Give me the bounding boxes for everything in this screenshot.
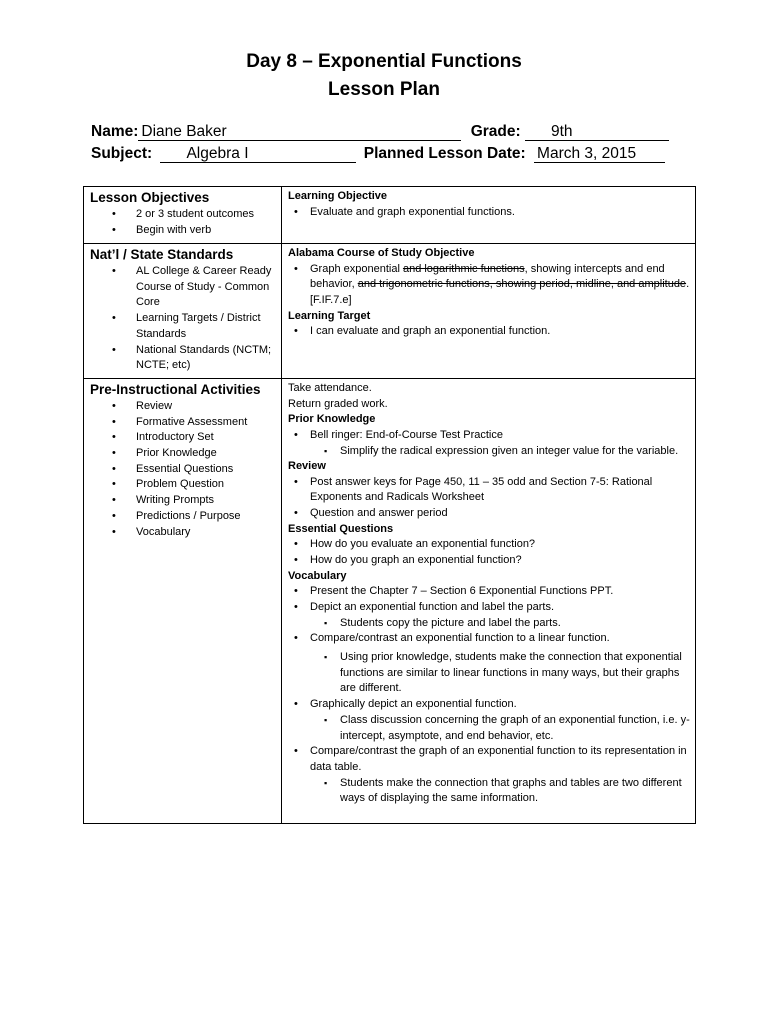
list-item: • Predictions / Purpose — [90, 509, 276, 525]
list-item: ▪ Simplify the radical expression given an integer value for the variable. — [288, 444, 690, 460]
date-value: March 3, 2015 — [534, 145, 665, 163]
list-item: • Formative Assessment — [90, 415, 276, 431]
name-label: Name: — [91, 123, 139, 140]
vocabulary-sublist-4 — [288, 713, 690, 744]
lesson-plan-table — [83, 186, 696, 824]
essential-questions-list — [288, 537, 690, 568]
essential-questions-heading: Essential Questions — [288, 522, 394, 535]
review-heading: Review — [288, 460, 326, 473]
list-item: • Question and answer period — [288, 506, 690, 522]
list-item: • Post answer keys for Page 450, 11 – 35 odd and Section 7-5: Rational Exponents and Radicals Worksheet — [288, 475, 690, 506]
learning-objective-heading: Learning Objective — [288, 190, 388, 202]
vocabulary-sublist-5 — [288, 776, 690, 807]
cell-course-objective — [282, 244, 696, 379]
list-item: • Introductory Set — [90, 430, 276, 446]
grade-value: 9th — [525, 123, 669, 141]
list-item: • Graphically depict an exponential function. — [288, 697, 690, 713]
document-title: Day 8 – Exponential Functions — [246, 51, 522, 72]
course-objective-heading: Alabama Course of Study Objective — [288, 247, 475, 259]
prior-knowledge-sublist — [288, 444, 690, 460]
subject-value: Algebra I — [160, 145, 356, 163]
list-item: • Evaluate and graph exponential functions. — [288, 205, 690, 221]
list-item: • Present the Chapter 7 – Section 6 Exponential Functions PPT. — [288, 584, 690, 600]
list-item: • Review — [90, 399, 276, 415]
lesson-objectives-list — [90, 207, 276, 238]
list-item: • Compare/contrast an exponential function to a linear function. — [288, 631, 690, 647]
list-item: • Learning Targets / District Standards — [90, 311, 276, 342]
pre-instructional-heading: Pre-Instructional Activities — [90, 381, 261, 397]
list-item: ▪ Using prior knowledge, students make the connection that exponential functions are similar to linear functions in many ways, but their graphs are different. — [288, 650, 690, 697]
list-item: • How do you evaluate an exponential function? — [288, 537, 690, 553]
list-item: • I can evaluate and graph an exponential function. — [288, 324, 690, 340]
vocabulary-sublist-2 — [288, 616, 690, 632]
header-line-name-grade — [91, 122, 669, 142]
vocabulary-sublist-3 — [288, 650, 690, 697]
review-list — [288, 475, 690, 522]
lesson-objectives-heading: Lesson Objectives — [90, 190, 210, 205]
list-item: • Problem Question — [90, 477, 276, 493]
vocabulary-heading: Vocabulary — [288, 569, 347, 582]
vocabulary-list-3 — [288, 631, 690, 647]
name-value: Diane Baker — [138, 123, 461, 141]
attendance-line: Take attendance. — [288, 381, 372, 394]
list-item: • How do you graph an exponential function? — [288, 553, 690, 569]
list-item: ▪ Students copy the picture and label the parts. — [288, 616, 690, 632]
list-item: ▪ Class discussion concerning the graph of an exponential function, i.e. y-intercept, asymptote, and end behavior, etc. — [288, 713, 690, 744]
list-item: • Writing Prompts — [90, 493, 276, 509]
list-item: • Compare/contrast the graph of an exponential function to its representation in data table. — [288, 744, 690, 775]
vocabulary-list-1 — [288, 584, 690, 615]
cell-pre-instructional — [84, 378, 282, 823]
learning-target-list — [288, 324, 690, 340]
cell-lesson-objectives — [84, 187, 282, 244]
vocabulary-list-4 — [288, 697, 690, 713]
cell-learning-objective — [282, 187, 696, 244]
document-subtitle: Lesson Plan — [328, 79, 440, 100]
cell-activities-detail — [282, 378, 696, 823]
list-item: • AL College & Career Ready Course of Study - Common Core — [90, 264, 276, 311]
list-item: • Bell ringer: End-of-Course Test Practice — [288, 428, 690, 444]
row-activities — [84, 378, 696, 823]
learning-objective-list — [288, 205, 690, 221]
list-item: • Prior Knowledge — [90, 446, 276, 462]
list-item: • Depict an exponential function and label the parts. — [288, 600, 690, 616]
list-item: • Begin with verb — [90, 223, 276, 239]
prior-knowledge-list — [288, 428, 690, 444]
standards-list — [90, 264, 276, 374]
subject-label: Subject: — [91, 145, 153, 162]
list-item: • 2 or 3 student outcomes — [90, 207, 276, 223]
list-item: • Essential Questions — [90, 462, 276, 478]
standards-heading: Nat’l / State Standards — [90, 247, 234, 262]
cell-standards — [84, 244, 282, 379]
pre-instructional-list — [90, 399, 276, 540]
list-item: ▪ Students make the connection that graphs and tables are two different ways of displaying the same information. — [288, 776, 690, 807]
list-item: • Vocabulary — [90, 525, 276, 541]
list-item: • Graph exponential and logarithmic functions, showing intercepts and end behavior, and trigonometric functions, showing period, midline, and amplitude. [F.IF.7.e] — [288, 262, 690, 309]
prior-knowledge-heading: Prior Knowledge — [288, 413, 376, 426]
graded-work-line: Return graded work. — [288, 397, 388, 410]
date-label: Planned Lesson Date: — [363, 145, 526, 162]
learning-target-heading: Learning Target — [288, 309, 371, 322]
row-objectives — [84, 187, 696, 244]
header-line-subject-date — [91, 144, 665, 164]
list-item: • National Standards (NCTM; NCTE; etc) — [90, 343, 276, 374]
course-objective-list — [288, 262, 690, 309]
grade-label: Grade: — [470, 123, 521, 140]
vocabulary-list-5 — [288, 744, 690, 775]
row-standards — [84, 244, 696, 379]
